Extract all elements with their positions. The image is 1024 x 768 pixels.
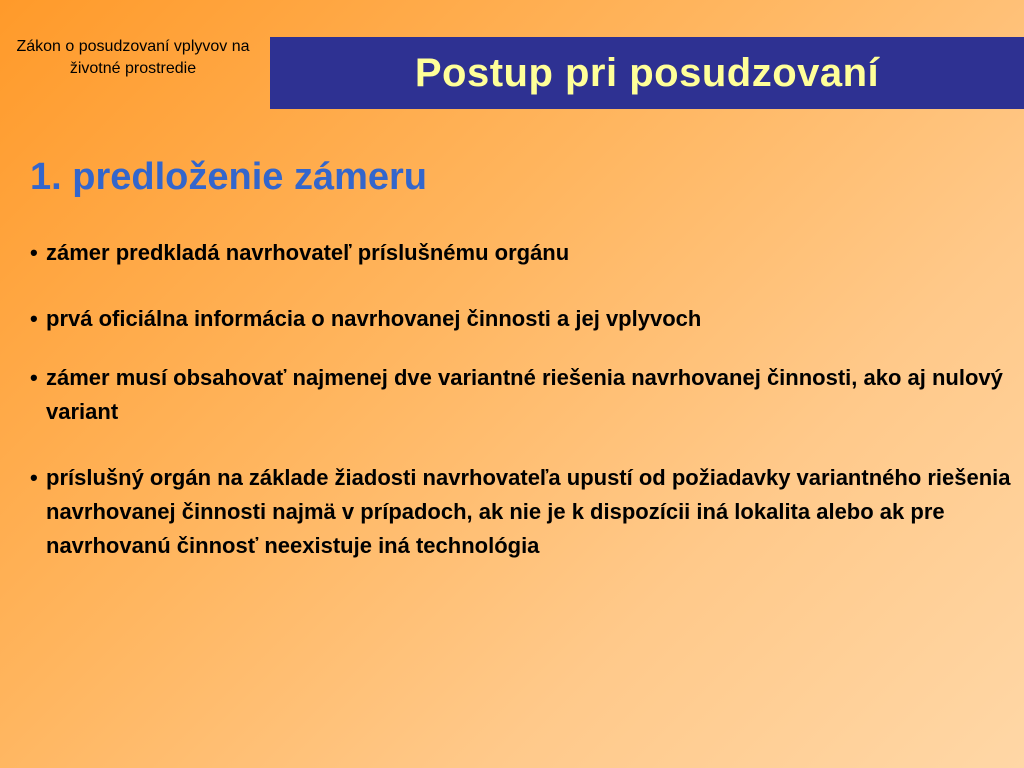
- bullet-marker: •: [30, 365, 38, 390]
- bullet-marker: •: [30, 306, 38, 331]
- bullet-list: [30, 236, 1020, 563]
- bullet-marker: •: [30, 240, 38, 265]
- bullet-item: [30, 236, 1020, 270]
- title-bar: [270, 37, 1024, 109]
- bullet-item: [30, 461, 1020, 563]
- law-label: Zákon o posudzovaní vplyvov na životné prostredie: [16, 38, 250, 77]
- bullet-text: zámer musí obsahovať najmenej dve variantné riešenia navrhovanej činnosti, ako aj nulový variant: [46, 365, 1003, 424]
- bullet-item: [30, 361, 1020, 429]
- section-heading: 1. predloženie zámeru: [30, 156, 428, 198]
- bullet-text: prvá oficiálna informácia o navrhovanej činnosti a jej vplyvoch: [46, 306, 702, 331]
- bullet-item: [30, 302, 1020, 336]
- bullet-marker: •: [30, 465, 38, 490]
- bullet-text: príslušný orgán na základe žiadosti navrhovateľa upustí od požiadavky variantného riešenia navrhovanej činnosti najmä v prípadoch, ak nie je k dispozícii iná lokalita alebo ak pre navrhovanú činnosť neexistuje iná technológia: [46, 465, 1011, 558]
- slide-title: Postup pri posudzovaní: [414, 50, 880, 95]
- bullet-text: zámer predkladá navrhovateľ príslušnému orgánu: [46, 240, 570, 265]
